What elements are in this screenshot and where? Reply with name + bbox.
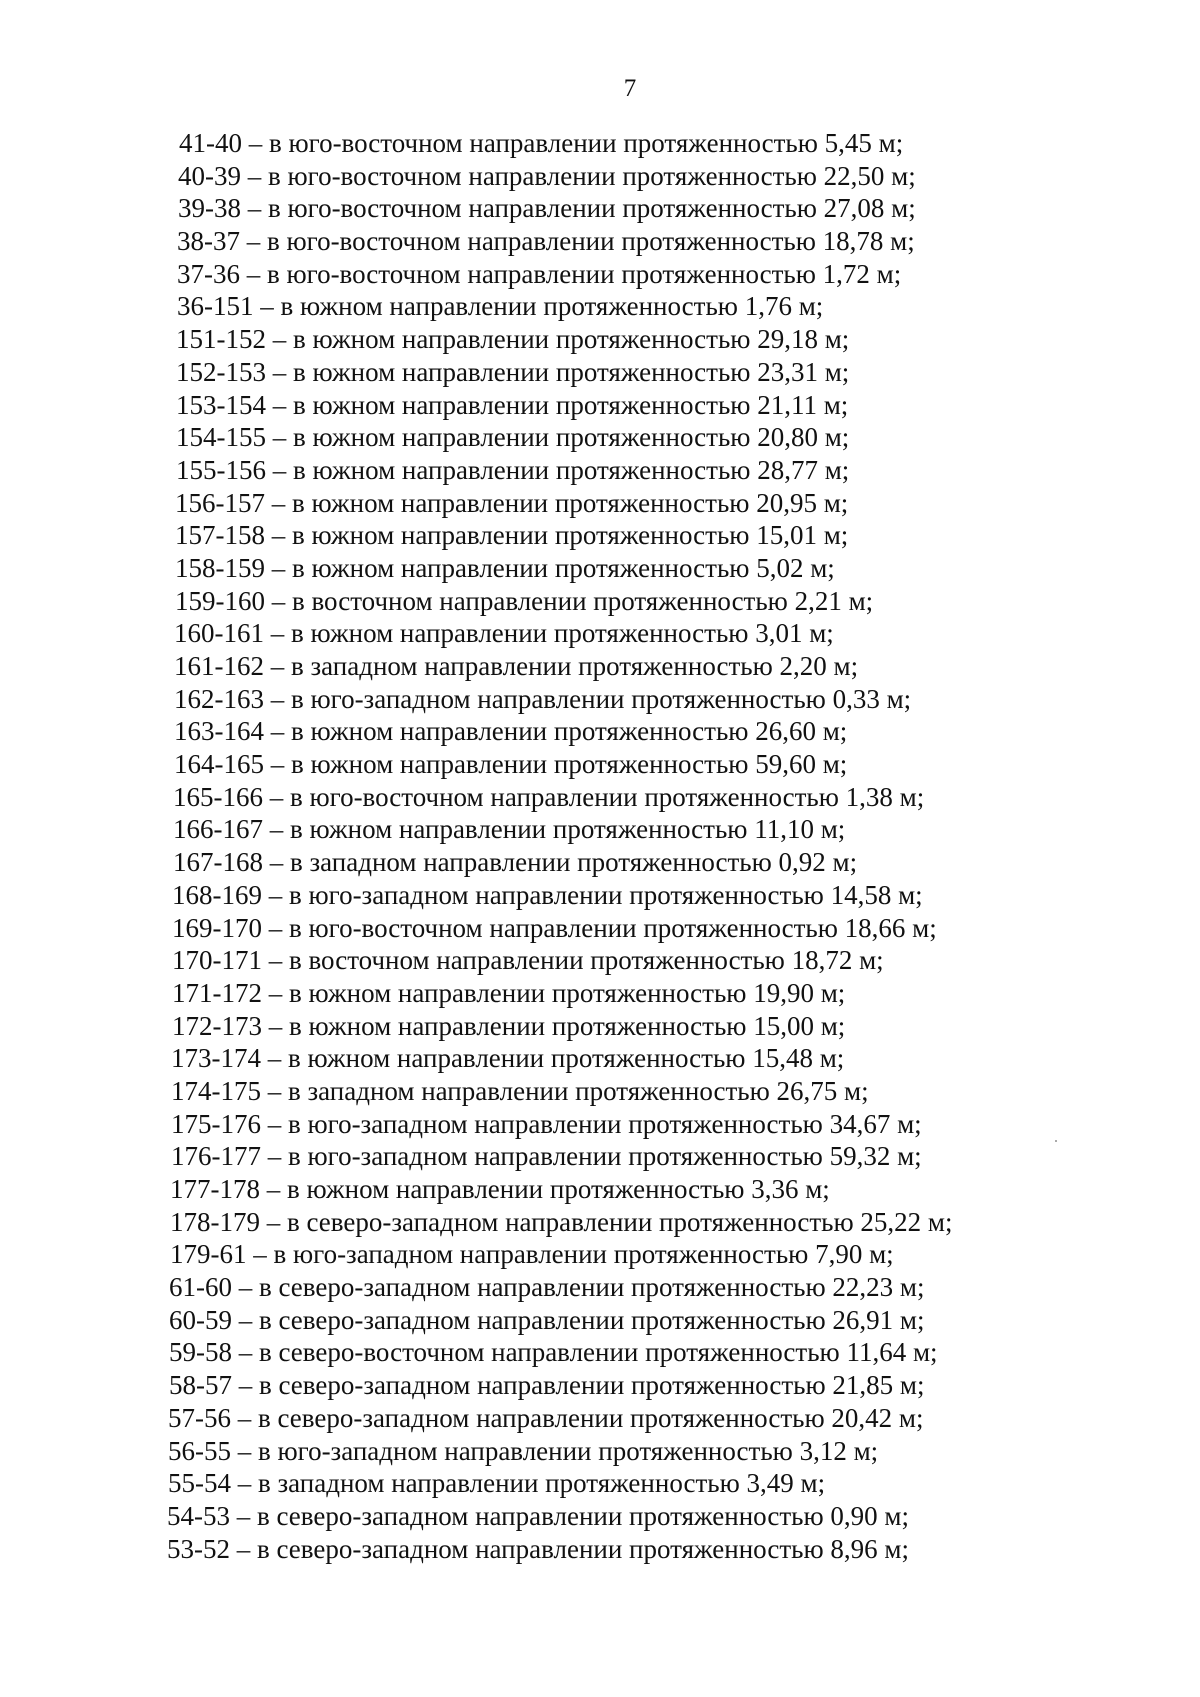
- boundary-line: 168-169 – в юго-западном направлении протяженностью 14,58 м;: [172, 879, 923, 910]
- boundary-line: 176-177 – в юго-западном направлении протяженностью 59,32 м;: [171, 1141, 922, 1172]
- boundary-line: 61-60 – в северо-западном направлении протяженностью 22,23 м;: [169, 1272, 925, 1303]
- boundary-line: 164-165 – в южном направлении протяженностью 59,60 м;: [174, 749, 848, 780]
- boundary-line: 167-168 – в западном направлении протяженностью 0,92 м;: [173, 847, 858, 878]
- boundary-line: 157-158 – в южном направлении протяженностью 15,01 м;: [175, 520, 849, 551]
- boundary-line: 58-57 – в северо-западном направлении протяженностью 21,85 м;: [169, 1370, 925, 1401]
- boundary-line: 153-154 – в южном направлении протяженностью 21,11 м;: [176, 389, 849, 420]
- boundary-line: 163-164 – в южном направлении протяженностью 26,60 м;: [174, 716, 848, 747]
- boundary-line: 171-172 – в южном направлении протяженностью 19,90 м;: [172, 977, 846, 1008]
- boundary-line: 174-175 – в западном направлении протяженностью 26,75 м;: [171, 1075, 869, 1106]
- boundary-line: 37-36 – в юго-восточном направлении протяженностью 1,72 м;: [177, 258, 902, 289]
- scan-speck: [1055, 1140, 1057, 1142]
- boundary-line: 39-38 – в юго-восточном направлении протяженностью 27,08 м;: [178, 193, 916, 224]
- boundary-line: 177-178 – в южном направлении протяженностью 3,36 м;: [170, 1174, 830, 1204]
- boundary-line: 172-173 – в южном направлении протяженностью 15,00 м;: [172, 1010, 846, 1041]
- boundary-line: 59-58 – в северо-восточном направлении протяженностью 11,64 м;: [169, 1337, 938, 1368]
- boundary-line: 154-155 – в южном направлении протяженностью 20,80 м;: [176, 422, 850, 453]
- boundary-line: 41-40 – в юго-восточном направлении протяженностью 5,45 м;: [179, 128, 904, 158]
- boundary-line: 179-61 – в юго-западном направлении протяженностью 7,90 м;: [170, 1239, 894, 1270]
- boundary-line: 60-59 – в северо-западном направлении протяженностью 26,91 м;: [169, 1304, 925, 1335]
- boundary-line: 166-167 – в южном направлении протяженностью 11,10 м;: [173, 814, 846, 845]
- boundary-line: 40-39 – в юго-восточном направлении протяженностью 22,50 м;: [178, 160, 916, 191]
- boundary-line: 54-53 – в северо-западном направлении протяженностью 0,90 м;: [167, 1500, 909, 1531]
- boundary-line: 57-56 – в северо-западном направлении протяженностью 20,42 м;: [168, 1402, 924, 1433]
- boundary-line: 178-179 – в северо-западном направлении протяженностью 25,22 м;: [170, 1206, 953, 1237]
- boundary-line: 165-166 – в юго-восточном направлении протяженностью 1,38 м;: [173, 781, 925, 812]
- boundary-line: 152-153 – в южном направлении протяженностью 23,31 м;: [176, 356, 850, 387]
- boundary-line: 56-55 – в юго-западном направлении протяженностью 3,12 м;: [168, 1435, 879, 1466]
- boundary-line: 151-152 – в южном направлении протяженностью 29,18 м;: [176, 324, 850, 355]
- boundary-line: 158-159 – в южном направлении протяженностью 5,02 м;: [175, 552, 835, 583]
- boundary-line: 156-157 – в южном направлении протяженностью 20,95 м;: [175, 487, 849, 518]
- boundary-line: 36-151 – в южном направлении протяженностью 1,76 м;: [177, 291, 824, 322]
- page-number: 7: [623, 75, 637, 102]
- boundary-line: 38-37 – в юго-восточном направлении протяженностью 18,78 м;: [177, 226, 915, 257]
- boundary-line: 155-156 – в южном направлении протяженностью 28,77 м;: [176, 454, 850, 485]
- boundary-line: 173-174 – в южном направлении протяженностью 15,48 м;: [171, 1043, 845, 1074]
- boundary-line: 160-161 – в южном направлении протяженностью 3,01 м;: [174, 618, 834, 649]
- boundary-line: 159-160 – в восточном направлении протяженностью 2,21 м;: [175, 585, 874, 616]
- boundary-line: 53-52 – в северо-западном направлении протяженностью 8,96 м;: [167, 1533, 909, 1564]
- boundary-line: 169-170 – в юго-восточном направлении протяженностью 18,66 м;: [172, 912, 937, 943]
- boundary-line: 175-176 – в юго-западном направлении протяженностью 34,67 м;: [171, 1108, 922, 1139]
- boundary-line: 55-54 – в западном направлении протяженностью 3,49 м;: [168, 1468, 826, 1499]
- boundary-line: 170-171 – в восточном направлении протяженностью 18,72 м;: [172, 945, 884, 976]
- boundary-line: 161-162 – в западном направлении протяженностью 2,20 м;: [174, 651, 859, 681]
- boundary-line: 162-163 – в юго-западном направлении протяженностью 0,33 м;: [174, 683, 912, 714]
- boundary-description-list: [0, 127, 1200, 1565]
